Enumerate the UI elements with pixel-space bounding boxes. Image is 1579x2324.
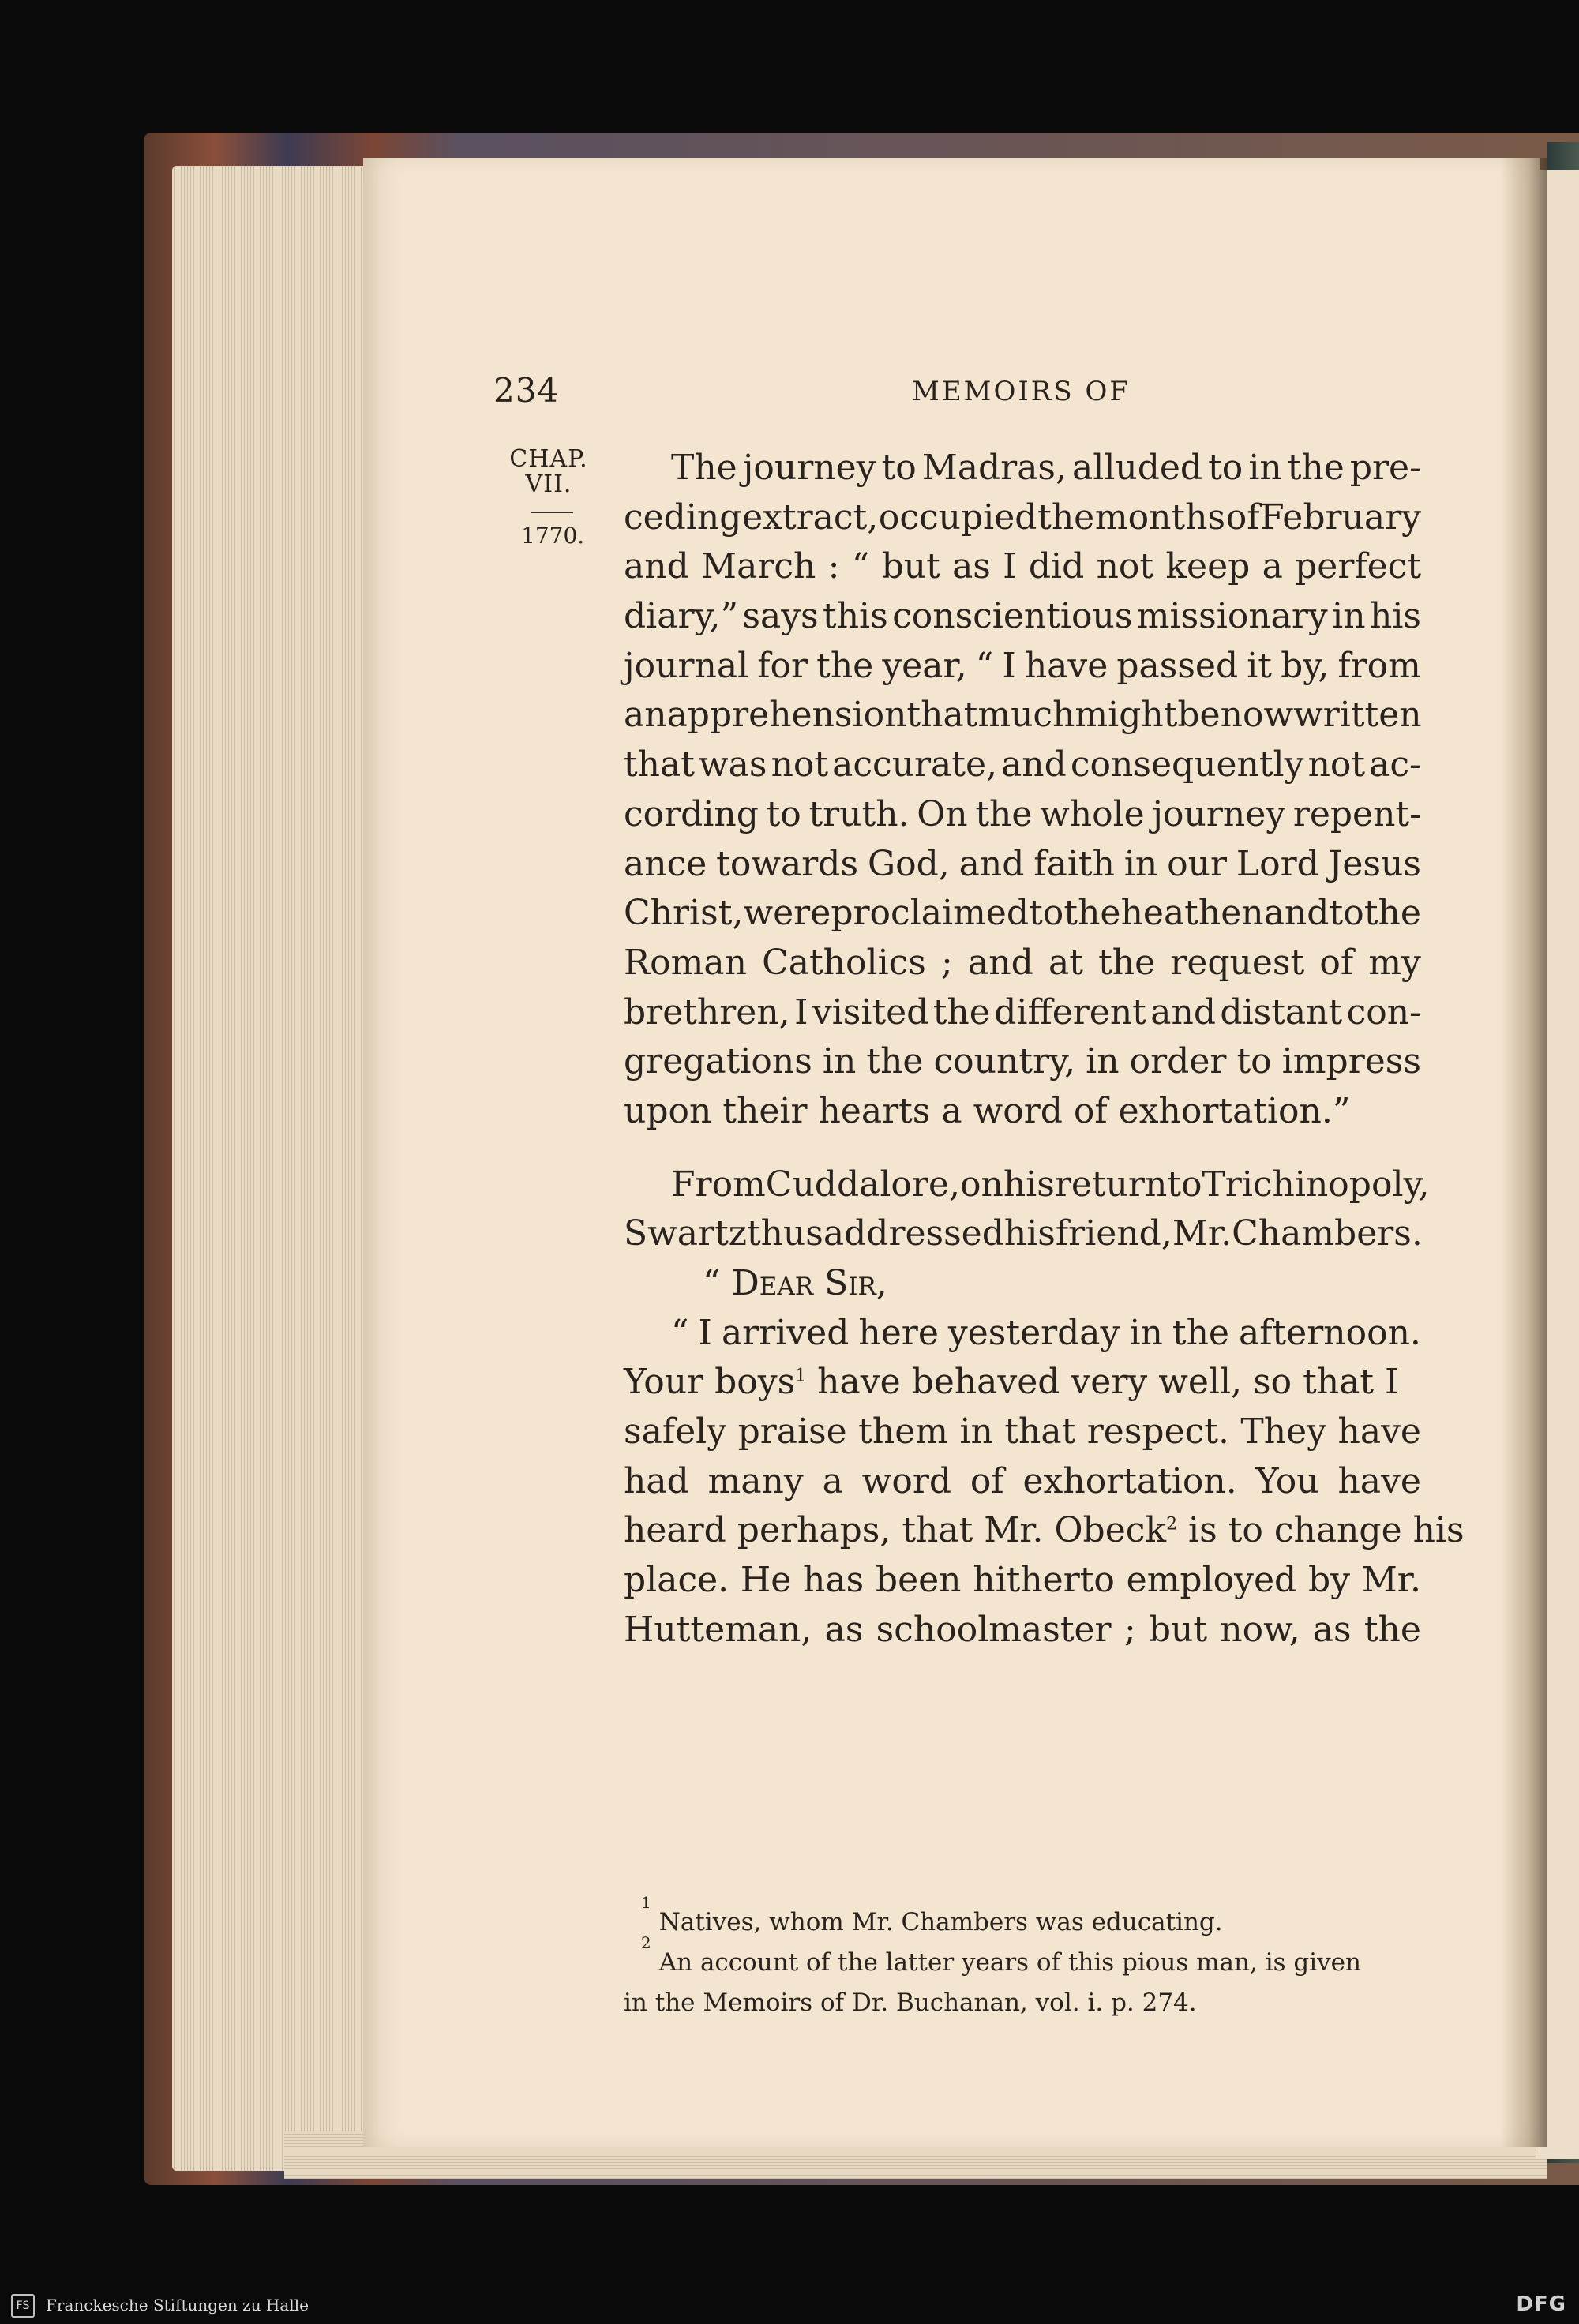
footnote-2 (624, 1933, 1421, 1983)
text-line: “ I arrived here yesterday in the afternoon. (671, 1312, 1421, 1353)
text-line: Swartz thus addressed his friend, Mr. Chambers. (624, 1213, 1423, 1254)
text-line: brethren, I visited the different and distant con- (624, 991, 1421, 1033)
text-line: upon their hearts a word of exhortation.” (624, 1090, 1351, 1131)
margin-year: 1770. (521, 523, 585, 549)
text-line: ceding extract, occupied the months of February (624, 497, 1421, 538)
margin-chap-line1: CHAP. (509, 445, 588, 473)
text-line: place. He has been hitherto employed by Mr. (624, 1560, 1421, 1601)
text-line: From Cuddalore, on his return to Trichinopoly, (671, 1164, 1430, 1205)
institution-name: Franckesche Stiftungen zu Halle (46, 2296, 309, 2315)
text-line: Your boys$^1$ have behaved very well, so that I (624, 1362, 1399, 1403)
margin-rule (531, 512, 573, 513)
text-line: an apprehension that much might be now written (624, 695, 1422, 736)
dfg-logo: DFG (1516, 2292, 1566, 2316)
gutter-shadow (1500, 158, 1547, 2147)
text-line: and March : “ but as I did not keep a perfect (624, 546, 1421, 587)
text-line: Roman Catholics ; and at the request of my (624, 942, 1421, 983)
footnote-mark: 1 (795, 1366, 807, 1386)
page-stack-edges (172, 166, 385, 2171)
running-head: MEMOIRS OF (912, 376, 1131, 407)
footnote-2-cont (624, 1983, 1421, 2023)
footnotes (624, 1893, 1421, 2023)
text-line: cording to truth. On the whole journey repent- (624, 793, 1421, 834)
footnote-2-mark: 2 (641, 1933, 651, 1952)
text-line: ance towards God, and faith in our Lord Jesus (624, 843, 1421, 884)
footnote-2-line2: in the Memoirs of Dr. Buchanan, vol. i. p. 274. (624, 1989, 1197, 2017)
text-line: diary,” says this conscientious missionary in his (624, 596, 1421, 637)
footnote-mark: 2 (1166, 1514, 1178, 1535)
text-line: gregations in the country, in order to impress (624, 1041, 1421, 1082)
text-line: had many a word of exhortation. You have (624, 1460, 1421, 1501)
page-number: 234 (493, 371, 560, 410)
margin-chap-line2: VII. (525, 470, 572, 498)
text-line: journal for the year, “ I have passed it by, from (624, 645, 1421, 686)
margin-chapter-label (505, 447, 592, 497)
text-line: safely praise them in that respect. They have (624, 1411, 1421, 1452)
institution-logo-icon: FS (11, 2294, 35, 2318)
text-line: Hutteman, as schoolmaster ; but now, as the (624, 1609, 1421, 1650)
text-line: heard perhaps, that Mr. Obeck$^2$ is to change his (624, 1510, 1465, 1551)
book-page (363, 158, 1540, 2147)
body-text (624, 444, 1465, 1655)
salutation-line: “ Dear Sir, (703, 1263, 887, 1303)
footnote-1-text: Natives, whom Mr. Chambers was educating. (658, 1908, 1223, 1936)
text-line: that was not accurate, and consequently not ac- (624, 744, 1421, 785)
text-line: Christ, were proclaimed to the heathen and to the (624, 893, 1421, 934)
footnote-1 (624, 1893, 1421, 1943)
footnote-2-line1: An account of the latter years of this pious man, is given (658, 1948, 1361, 1977)
footnote-1-mark: 1 (641, 1893, 651, 1912)
text-line: The journey to Madras, alluded to in the pre- (671, 448, 1421, 488)
